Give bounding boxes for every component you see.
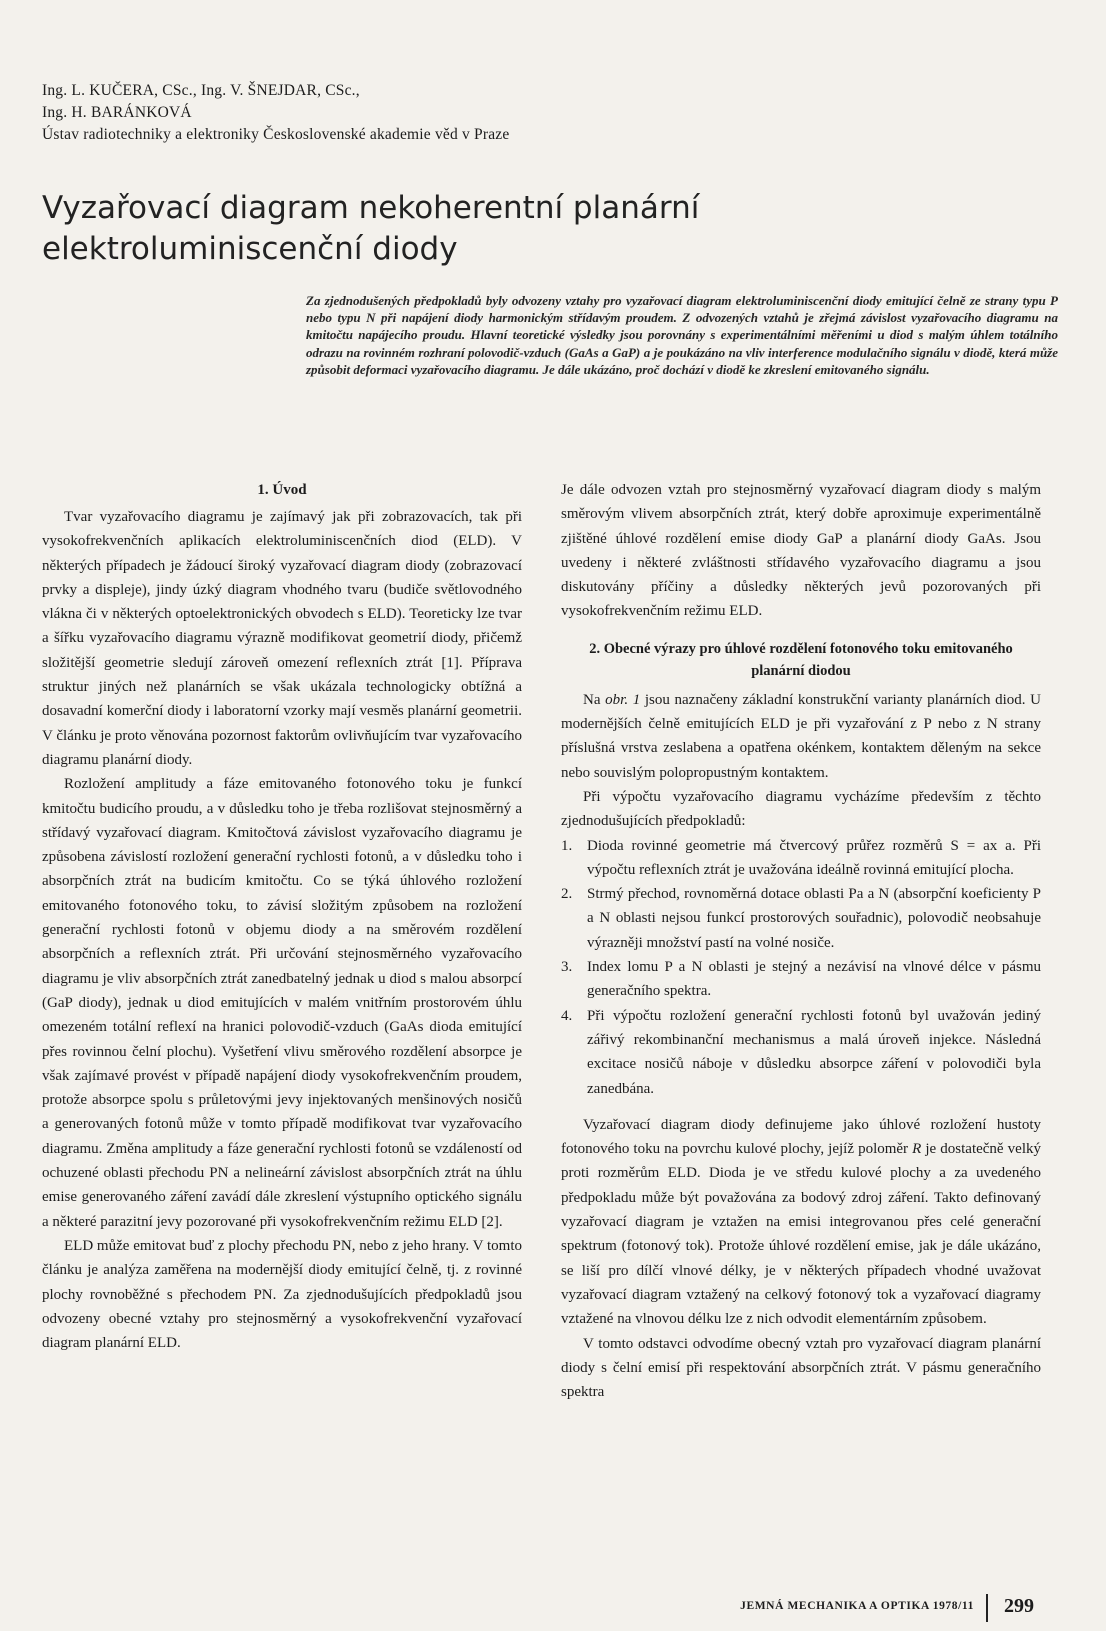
left-column (42, 478, 522, 1355)
text-run: je dostatečně velký proti rozměrům ELD. Dioda je ve středu kulové plochy a za uvedeného předpokladu může být považována za bodový zdroj záření. Takto definovaný vyzařovací diagram je vztažen na emisi integrovanou přes celé generační spektrum (fotonový tok). Protože úhlové rozdělení emise, jak je dále ukázáno, se liší pro dílčí vlnové délky, je v některých případech vhodné uvažovat vyzařovací diagram vztažený na celkový fotonový tok a vyzařovací diagramy vztažené na vlnovou délku lze z nich odvodit elementárním způsobem. (561, 1141, 1041, 1328)
variable: R (912, 1141, 922, 1158)
journal-name: JEMNÁ MECHANIKA A OPTIKA 1978/11 (740, 1600, 974, 1612)
text-run: jsou naznačeny základní konstrukční varianty planárních diod. U modernějších čelně emitujících ELD je při vyzařování z P nebo z N strany příslušná vrstva zeslabena a opatřena okénkem, kontaktem děleným na sekce nebo souvislým polopropustným kontaktem. (561, 691, 1041, 781)
assumption-list (561, 834, 1041, 1101)
author-line-1: Ing. L. KUČERA, CSc., Ing. V. ŠNEJDAR, CSc., (42, 82, 360, 99)
list-number: 1. (561, 837, 573, 854)
paragraph (561, 688, 1041, 785)
page-footer (700, 1594, 1060, 1622)
page-number: 299 (1004, 1595, 1034, 1617)
list-item (561, 882, 1041, 955)
list-text: Index lomu P a N oblasti je stejný a nezávisí na vlnové délce v pásmu generačního spektra. (587, 959, 1041, 1000)
abstract: Za zjednodušených předpokladů byly odvozeny vztahy pro vyzařovací diagram elektroluminiscenční diody emitující čelně ze strany typu P nebo typu N při napájení diody harmonickým střídavým proudem. Z odvozených vztahů je zřejmá závislost vyzařovacího diagramu na kmitočtu napájecího proudu. Hlavní teoretické výsledky jsou porovnány s experimentálními měřeními u diod s malým úhlem totálního odrazu na rovinném rozhraní polovodič-vzduch (GaAs a GaP) a je poukázáno na vliv interference modulačního signálu v diodě, která může způsobit deformaci vyzařovacího diagramu. Je dále ukázáno, proč dochází v diodě ke zkreslení emitovaného signálu. (306, 293, 1058, 377)
paragraph: Při výpočtu vyzařovacího diagramu vycházíme především z těchto zjednodušujících předpokladů: (561, 788, 1041, 830)
paragraph: Rozložení amplitudy a fáze emitovaného fotonového toku je funkcí kmitočtu budicího proudu, a v důsledku toho je třeba rozlišovat stejnosměrný a střídavý vyzařovací diagram. Kmitočtová závislost vyzařovacího diagramu je způsobena závislostí rozložení generační rychlosti fotonů, a v důsledku toho i absorpčních ztrát na budicím kmitočtu. Co se týká úhlového rozložení emitovaného fotonového toku, to závisí složitým způsobem na rozložení generační rychlosti fotonů v objemu diody a na směrovém rozdělení absorpčních a reflexních ztrát. Při určování stejnosměrného vyzařovacího diagramu je vliv absorpčních ztrát zanedbatelný jednak u diod s malou absorpcí (GaP diody), jednak u diod emitujících v malém vnitřním prostorovém úhlu omezeném totální reflexí na hranici polovodič-vzduch (GaAs dioda emitující přes rovinnou čelní plochu). Vyšetření vlivu směrového rozdělení absorpce je však zajímavé provést v případě napájení diody vysokofrekvenčním proudem, protože absorpce spolu s průletovými jevy injektovaných menšinových nosičů a generovaných fotonů může v tomto případě modifikovat tvar vyzařovacího diagramu. Změna amplitudy a fáze generační rychlosti fotonů se vzdáleností od ochuzené oblasti přechodu PN a nelineární závislost absorpčních ztrát na úhlu emise generovaného záření zavádí dále zkreslení výstupního optického signálu a některé parazitní jevy pozorované při vysokofrekvenčním režimu ELD [2]. (42, 776, 522, 1230)
paragraph: Tvar vyzařovacího diagramu je zajímavý jak při zobrazovacích, tak při vysokofrekvenčních aplikacích elektroluminiscenčních diod (ELD). V některých případech je žádoucí široký vyzařovací diagram diody (zobrazovací prvky a displeje), jindy úzký diagram vhodného tvaru (budiče světlovodného vlákna či v některých optoelektronických obvodech s ELD). Teoreticky lze tvar a šířku vyzařovacího diagramu výrazně modifikovat geometrií diody, přičemž složitější geometrie sledují zároveň omezení reflexních ztrát [1]. Příprava struktur jiných než planárních se však ukázala technologicky obtížná a dosavadní komerční diody i laboratorní vzorky mají vesměs planární geometrii. V článku je proto věnována pozornost faktorům ovlivňujícím tvar vyzařovacího diagramu planární diody. (42, 509, 522, 768)
footer-divider (986, 1594, 988, 1622)
spacer (561, 1101, 1041, 1113)
list-item (561, 1004, 1041, 1101)
title-line-1: Vyzařovací diagram nekoherentní planární (42, 190, 700, 226)
list-item (561, 955, 1041, 1004)
article-title (42, 188, 942, 270)
list-text: Dioda rovinné geometrie má čtvercový průřez rozměrů S = ax a. Při výpočtu reflexních ztrát je uvažována ideálně rovinná emitující plocha. (587, 837, 1041, 878)
list-number: 4. (561, 1007, 573, 1024)
list-item (561, 834, 1041, 883)
text-run: Vyzařovací diagram diody definujeme jako úhlové rozložení hustoty fotonového toku na povrchu kulové plochy, jejíž poloměr (561, 1116, 1041, 1158)
title-line-2: elektroluminiscenční diody (42, 231, 458, 267)
paragraph: V tomto odstavci odvodíme obecný vztah pro vyzařovací diagram planární diody s čelní emisí při respektování absorpčních ztrát. V pásmu generačního spektra (561, 1335, 1041, 1401)
list-text: Strmý přechod, rovnoměrná dotace oblasti Pa a N (absorpční koeficienty P a N oblasti nejsou funkcí prostorových souřadnic), polovodič neobsahuje výrazněji množství pastí na volné nosiče. (587, 886, 1041, 951)
author-line-2: Ing. H. BARÁNKOVÁ (42, 104, 192, 121)
paragraph (561, 1113, 1041, 1332)
paragraph: ELD může emitovat buď z plochy přechodu PN, nebo z jeho hrany. V tomto článku je analýza zaměřena na modernější diody emitující čelně, tj. z rovinné plochy rovnoběžné s přechodem PN. Za zjednodušujících předpokladů jsou odvozeny obecné vztahy pro stejnosměrný a vysokofrekvenční vyzařovací diagram planární ELD. (42, 1237, 522, 1352)
list-text: Při výpočtu rozložení generační rychlosti fotonů byl uvažován jediný zářivý rekombinanční mechanismus a malá úroveň injekce. Následná excitace nosičů náboje v důsledku absorpce záření v polovodiči byla zanedbána. (587, 1007, 1041, 1097)
figure-reference: obr. 1 (605, 691, 641, 708)
list-number: 3. (561, 959, 573, 976)
section-heading-general-expressions: 2. Obecné výrazy pro úhlové rozdělení fotonového toku emitovaného planární diodou (589, 640, 1013, 679)
right-column (561, 478, 1041, 1404)
section-heading-introduction: 1. Úvod (257, 482, 307, 498)
list-number: 2. (561, 886, 573, 903)
affiliation: Ústav radiotechniky a elektroniky Československé akademie věd v Praze (42, 126, 510, 143)
paragraph: Je dále odvozen vztah pro stejnosměrný vyzařovací diagram diody s malým směrovým vlivem absorpčních ztrát, který dobře aproximuje experimentálně zjištěné úhlové rozdělení emise diody GaP a planární diody GaAs. Jsou uvedeny i některé zvláštnosti střídavého vyzařovacího diagramu a jsou diskutovány příčiny a důsledky některých jevů pozorovaných při vysokofrekvenčním režimu ELD. (561, 482, 1041, 620)
author-block (42, 80, 762, 146)
text-run: Na (583, 691, 606, 708)
